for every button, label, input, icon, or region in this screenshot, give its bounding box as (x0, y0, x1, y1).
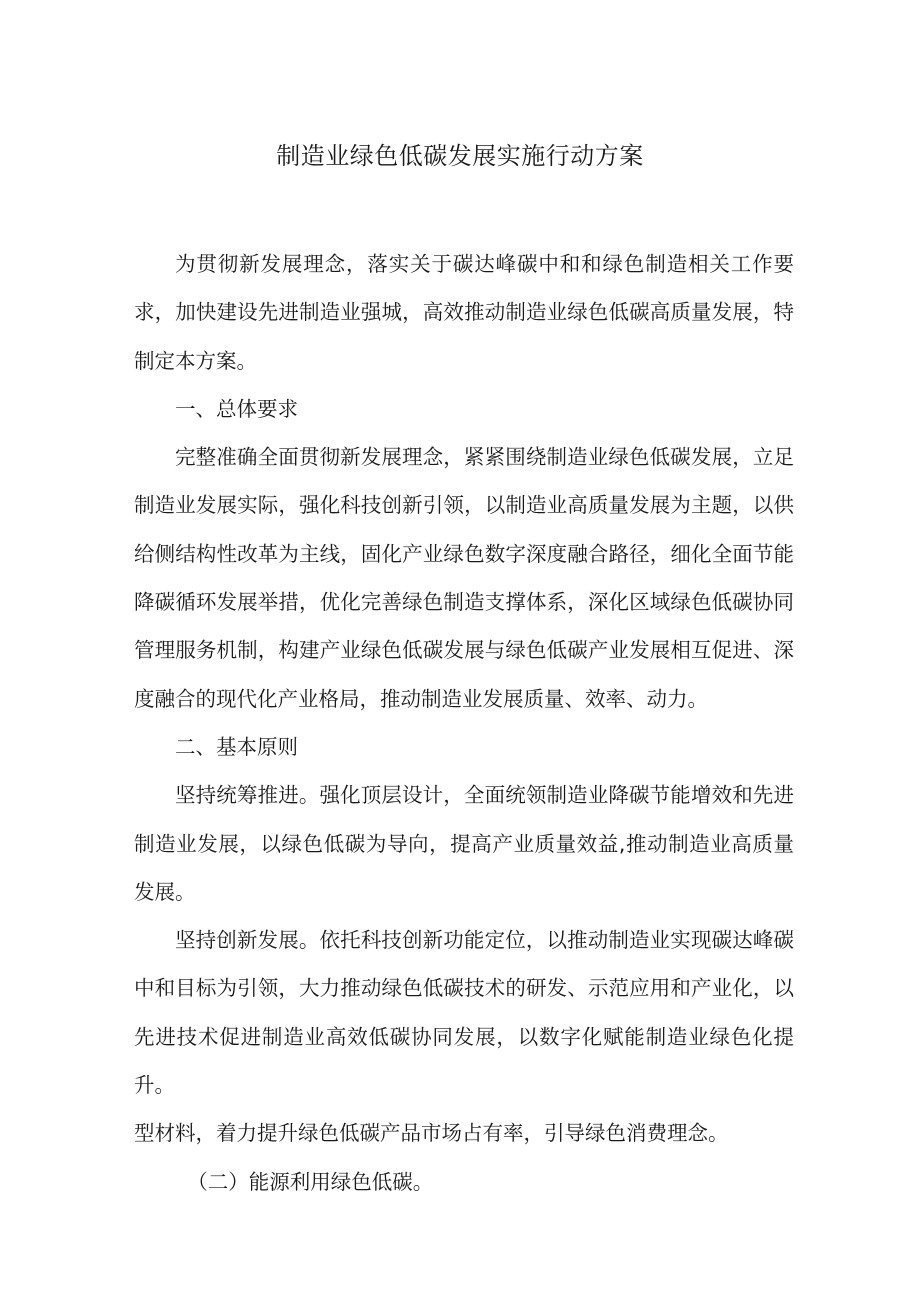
section-heading-basic-principles: 二、基本原则 (175, 734, 298, 759)
section-heading-general-requirements: 一、总体要求 (175, 396, 298, 421)
general-requirements-paragraph: 完整准确全面贯彻新发展理念，紧紧围绕制造业绿色低碳发展，立足制造业发展实际，强化科技创新引领，以制造业高质量发展为主题，以供给侧结构性改革为主线，固化产业绿色数字深度融合路径，细化全面节能降碳循环发展举措，优化完善绿色制造支撑体系，深化区域绿色低碳协同管理服务机制，构建产业绿色低碳发展与绿色低碳产业发展相互促进、深度融合的现代化产业格局，推动制造业发展质量、效率、动力。 (134, 445, 794, 711)
document-title: 制造业绿色低碳发展实施行动方案 (276, 142, 644, 170)
principle-overall-paragraph: 坚持统筹推进。强化顶层设计，全面统领制造业降碳节能增效和先进制造业发展，以绿色低碳为导向，提高产业质量效益,推动制造业高质量发展。 (134, 783, 794, 904)
fragment-paragraph: 型材料，着力提升绿色低碳产品市场占有率，引导绿色消费理念。 (134, 1121, 729, 1146)
sub-heading-energy-use: （二）能源利用绿色低碳。 (187, 1169, 434, 1194)
principle-innovation-paragraph: 坚持创新发展。依托科技创新功能定位，以推动制造业实现碳达峰碳中和目标为引领，大力推动绿色低碳技术的研发、示范应用和产业化，以先进技术促进制造业高效低碳协同发展，以数字化赋能制造业绿色化提升。 (134, 928, 794, 1098)
intro-paragraph: 为贯彻新发展理念，落实关于碳达峰碳中和和绿色制造相关工作要求，加快建设先进制造业强城，高效推动制造业绿色低碳高质量发展，特制定本方案。 (134, 252, 794, 373)
document-body (134, 240, 794, 1206)
